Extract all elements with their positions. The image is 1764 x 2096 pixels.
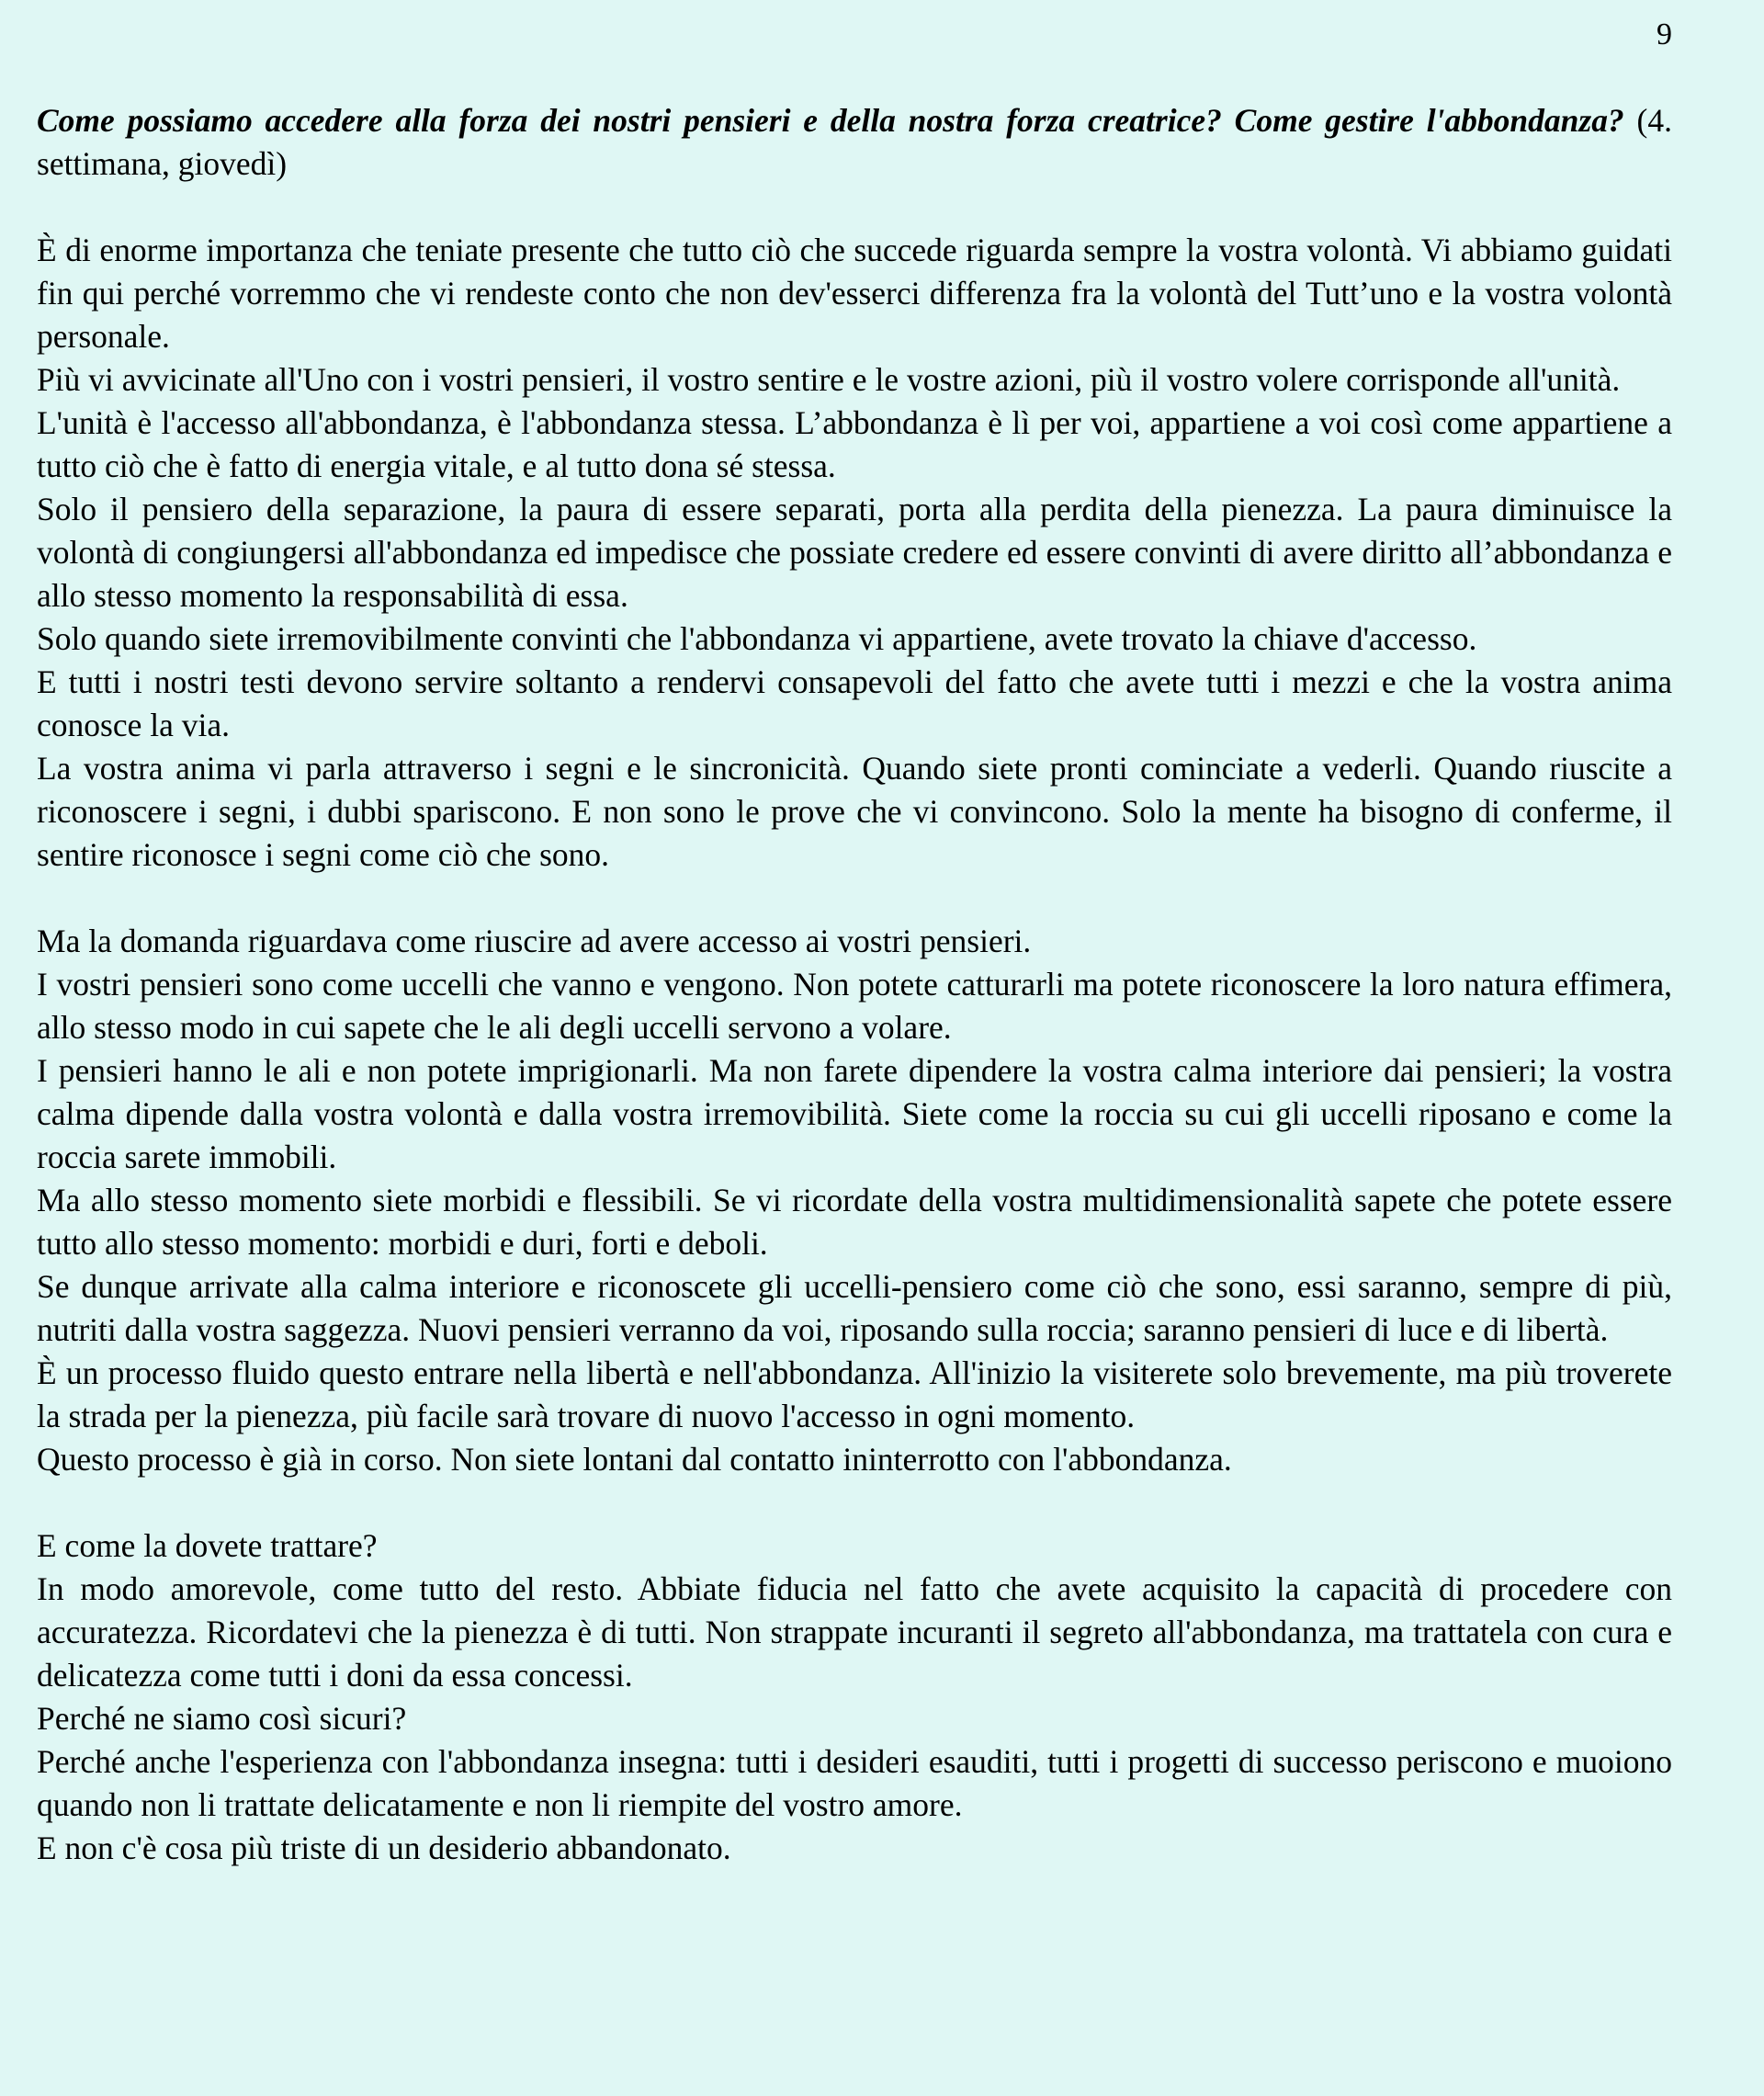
paragraph: E come la dovete trattare? bbox=[37, 1527, 378, 1564]
paragraph: Ma allo stesso momento siete morbidi e flessibili. Se vi ricordate della vostra multidimensionalità sapete che potete essere tutto allo stesso momento: morbidi e duri, forti e deboli. bbox=[37, 1182, 1672, 1262]
paragraph: Perché anche l'esperienza con l'abbondanza insegna: tutti i desideri esauditi, tutti i progetti di successo periscono e muoiono quando non li trattate delicatamente e non li riempite del vostro amore. bbox=[37, 1743, 1672, 1823]
paragraph: Solo il pensiero della separazione, la paura di essere separati, porta alla perdita della pienezza. La paura diminuisce la volontà di congiungersi all'abbondanza ed impedisce che possiate credere ed essere convinti di avere diritto all’abbondanza e allo stesso momento la responsabilità di essa. bbox=[37, 491, 1672, 614]
paragraph: Questo processo è già in corso. Non siete lontani dal contatto ininterrotto con l'abbondanza. bbox=[37, 1441, 1232, 1478]
paragraph: È un processo fluido questo entrare nella libertà e nell'abbondanza. All'inizio la visiterete solo brevemente, ma più troverete la strada per la pienezza, più facile sarà trovare di nuovo l'accesso in ogni momento. bbox=[37, 1354, 1672, 1434]
spacer bbox=[37, 186, 1672, 229]
paragraph: Perché ne siamo così sicuri? bbox=[37, 1700, 407, 1737]
paragraph: Ma la domanda riguardava come riuscire ad avere accesso ai vostri pensieri. bbox=[37, 923, 1032, 959]
paragraph: È di enorme importanza che teniate presente che tutto ciò che succede riguarda sempre la vostra volontà. Vi abbiamo guidati fin qui perché vorremmo che vi rendeste conto che non dev'esserci differenza fra la volontà del Tutt’uno e la vostra volontà personale. bbox=[37, 232, 1672, 355]
paragraph: I pensieri hanno le ali e non potete imprigionarli. Ma non farete dipendere la vostra calma interiore dai pensieri; la vostra calma dipende dalla vostra volontà e dalla vostra irremovibilità. Siete come la roccia su cui gli uccelli riposano e come la roccia sarete immobili. bbox=[37, 1052, 1672, 1175]
section-3 bbox=[37, 1524, 1672, 1870]
page-number: 9 bbox=[1657, 17, 1672, 51]
paragraph: In modo amorevole, come tutto del resto. Abbiate fiducia nel fatto che avete acquisito la capacità di procedere con accuratezza. Ricordatevi che la pienezza è di tutti. Non strappate incuranti il segreto all'abbondanza, ma trattatela con cura e delicatezza come tutti i doni da essa concessi. bbox=[37, 1570, 1672, 1694]
section-heading bbox=[37, 99, 1672, 186]
paragraph: E tutti i nostri testi devono servire soltanto a rendervi consapevoli del fatto che avete tutti i mezzi e che la vostra anima conosce la via. bbox=[37, 663, 1672, 743]
paragraph: Solo quando siete irremovibilmente convinti che l'abbondanza vi appartiene, avete trovato la chiave d'accesso. bbox=[37, 620, 1477, 657]
paragraph: E non c'è cosa più triste di un desiderio abbandonato. bbox=[37, 1830, 731, 1866]
section-2 bbox=[37, 920, 1672, 1481]
spacer bbox=[37, 877, 1672, 920]
paragraph: Più vi avvicinate all'Uno con i vostri pensieri, il vostro sentire e le vostre azioni, più il vostro volere corrisponde all'unità. bbox=[37, 361, 1621, 398]
paragraph: I vostri pensieri sono come uccelli che vanno e vengono. Non potete catturarli ma potete riconoscere la loro natura effimera, allo stesso modo in cui sapete che le ali degli uccelli servono a volare. bbox=[37, 966, 1672, 1046]
heading-note: (4. settimana, giovedì) bbox=[37, 102, 1672, 182]
section-1 bbox=[37, 229, 1672, 877]
heading-question: Come possiamo accedere alla forza dei nostri pensieri e della nostra forza creatrice? Come gestire l'abbondanza? bbox=[37, 102, 1624, 139]
document-body bbox=[37, 99, 1672, 1870]
paragraph: L'unità è l'accesso all'abbondanza, è l'abbondanza stessa. L’abbondanza è lì per voi, appartiene a voi così come appartiene a tutto ciò che è fatto di energia vitale, e al tutto dona sé stessa. bbox=[37, 404, 1672, 484]
spacer bbox=[37, 1481, 1672, 1524]
paragraph: La vostra anima vi parla attraverso i segni e le sincronicità. Quando siete pronti cominciate a vederli. Quando riuscite a riconoscere i segni, i dubbi spariscono. E non sono le prove che vi convincono. Solo la mente ha bisogno di conferme, il sentire riconosce i segni come ciò che sono. bbox=[37, 750, 1672, 873]
paragraph: Se dunque arrivate alla calma interiore e riconoscete gli uccelli-pensiero come ciò che sono, essi saranno, sempre di più, nutriti dalla vostra saggezza. Nuovi pensieri verranno da voi, riposando sulla roccia; saranno pensieri di luce e di libertà. bbox=[37, 1268, 1672, 1348]
